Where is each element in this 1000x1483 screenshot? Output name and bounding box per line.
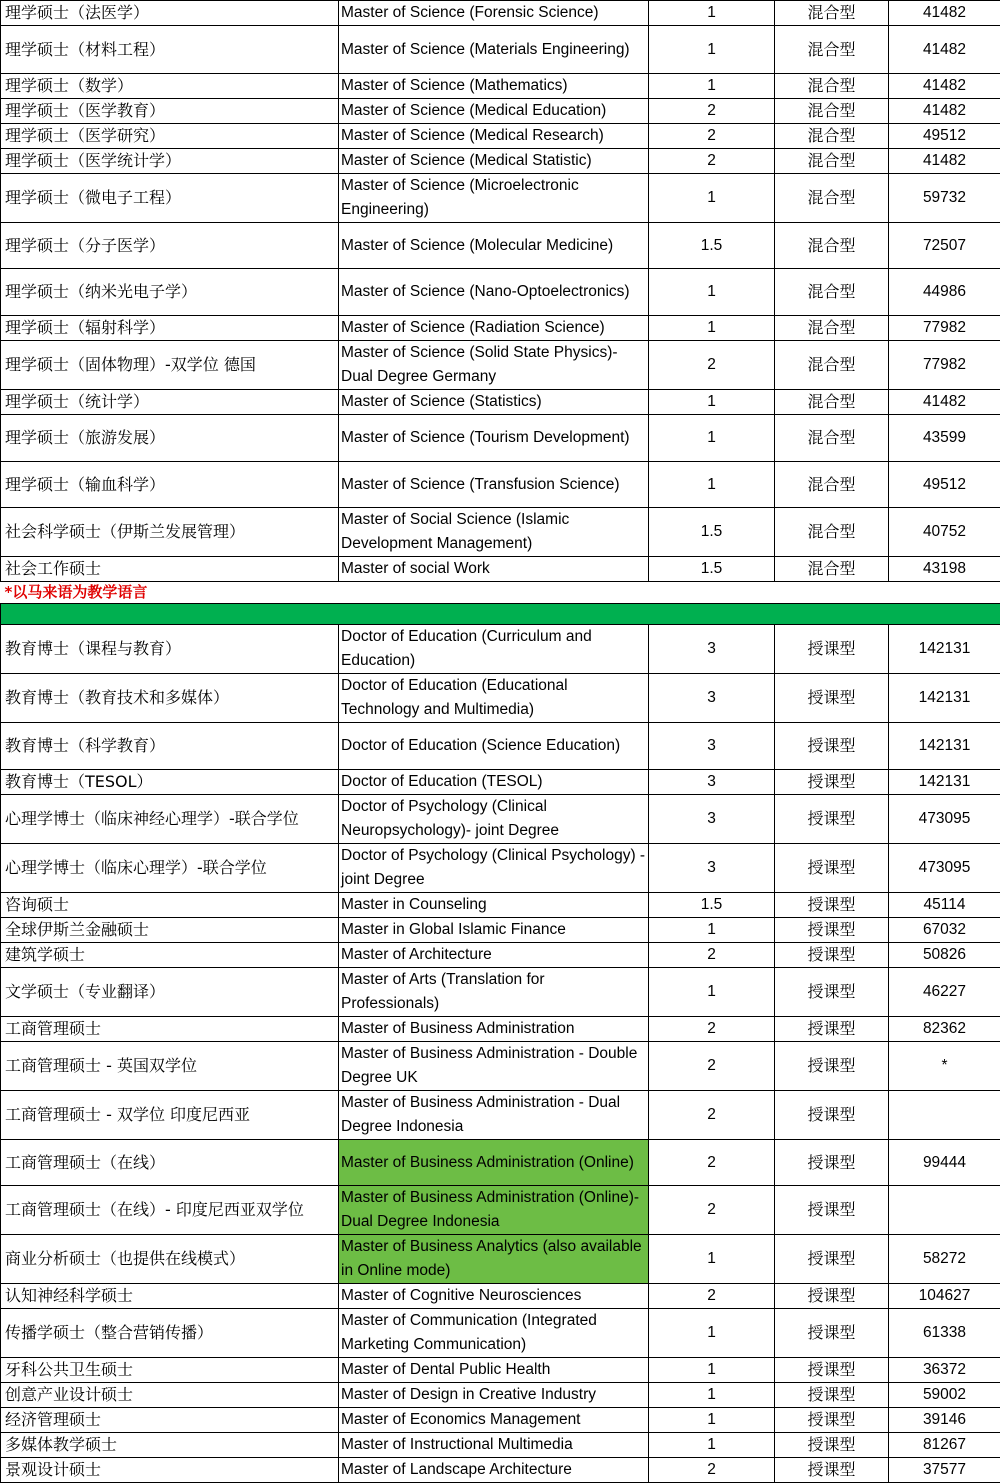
- programme-name-zh: 建筑学硕士: [1, 943, 339, 968]
- table-row: [1, 124, 1000, 149]
- programme-name-en: Master of Design in Creative Industry: [339, 1383, 649, 1408]
- table-row: [1, 1358, 1000, 1383]
- table-row: [1, 415, 1000, 462]
- programme-name-en: Master of Social Science (Islamic Development Management): [339, 508, 649, 557]
- table-row: [1, 943, 1000, 968]
- table-row: [1, 1433, 1000, 1458]
- programme-name-en: Master of Business Administration - Dual Degree Indonesia: [339, 1091, 649, 1140]
- table-row: [1, 674, 1000, 723]
- tuition-fee: 49512: [889, 124, 1000, 149]
- tuition-fee: 43599: [889, 415, 1000, 462]
- duration-years: 1: [649, 390, 775, 415]
- programme-name-zh: 理学硕士（纳米光电子学）: [1, 269, 339, 316]
- programme-name-zh: 理学硕士（材料工程）: [1, 26, 339, 74]
- programme-name-zh: 经济管理硕士: [1, 1408, 339, 1433]
- programme-name-en: Master of Science (Solid State Physics)-Dual Degree Germany: [339, 341, 649, 390]
- tuition-fee: 49512: [889, 462, 1000, 508]
- programme-name-zh: 工商管理硕士 - 英国双学位: [1, 1042, 339, 1091]
- programme-name-zh: 景观设计硕士: [1, 1458, 339, 1483]
- programme-name-en: Doctor of Education (TESOL): [339, 770, 649, 795]
- blended-programmes: [1, 1, 1000, 582]
- duration-years: 2: [649, 1091, 775, 1140]
- tuition-fee: 43198: [889, 557, 1000, 582]
- programme-name-zh: 理学硕士（法医学）: [1, 1, 339, 26]
- programme-name-en: Master of Landscape Architecture: [339, 1458, 649, 1483]
- programme-name-zh: 理学硕士（辐射科学）: [1, 316, 339, 341]
- programme-name-en: Master of Economics Management: [339, 1408, 649, 1433]
- duration-years: 3: [649, 723, 775, 770]
- duration-years: 1.5: [649, 557, 775, 582]
- programme-type: 混合型: [775, 508, 889, 557]
- table-row: [1, 893, 1000, 918]
- table-row: [1, 1017, 1000, 1042]
- duration-years: 1: [649, 174, 775, 223]
- programme-type: 授课型: [775, 674, 889, 723]
- table-row: [1, 74, 1000, 99]
- duration-years: 2: [649, 99, 775, 124]
- programme-type: 混合型: [775, 1, 889, 26]
- programme-type: 混合型: [775, 557, 889, 582]
- table-row: [1, 625, 1000, 674]
- table-row: [1, 1235, 1000, 1284]
- programme-name-zh: 理学硕士（统计学）: [1, 390, 339, 415]
- programme-name-en: Master of Business Administration: [339, 1017, 649, 1042]
- tuition-fee: 77982: [889, 341, 1000, 390]
- tuition-fee: [889, 1091, 1000, 1140]
- programme-name-en: Doctor of Education (Educational Technology and Multimedia): [339, 674, 649, 723]
- programme-name-zh: 多媒体教学硕士: [1, 1433, 339, 1458]
- malay-medium-note: *以马来语为教学语言: [1, 582, 1000, 604]
- programme-type: 授课型: [775, 1042, 889, 1091]
- programme-type: 授课型: [775, 1235, 889, 1284]
- duration-years: 1: [649, 1408, 775, 1433]
- tuition-fee: 45114: [889, 893, 1000, 918]
- duration-years: 1: [649, 1235, 775, 1284]
- programme-type: 混合型: [775, 341, 889, 390]
- programme-type: 混合型: [775, 415, 889, 462]
- tuition-fee: 72507: [889, 223, 1000, 269]
- duration-years: 3: [649, 844, 775, 893]
- programme-type: 授课型: [775, 943, 889, 968]
- programme-name-en: Master of Science (Medical Education): [339, 99, 649, 124]
- duration-years: 1: [649, 1358, 775, 1383]
- programme-type: 授课型: [775, 625, 889, 674]
- programme-type: 混合型: [775, 124, 889, 149]
- programme-type: 混合型: [775, 26, 889, 74]
- programme-name-en: Doctor of Education (Curriculum and Education): [339, 625, 649, 674]
- duration-years: 2: [649, 1017, 775, 1042]
- duration-years: 1: [649, 26, 775, 74]
- programme-name-zh: 工商管理硕士（在线）- 印度尼西亚双学位: [1, 1186, 339, 1235]
- duration-years: 1: [649, 415, 775, 462]
- table-row: [1, 1186, 1000, 1235]
- programme-name-zh: 心理学博士（临床心理学）-联合学位: [1, 844, 339, 893]
- programme-name-en: Master of Science (Mathematics): [339, 74, 649, 99]
- programme-type: 授课型: [775, 1140, 889, 1186]
- table-row: [1, 1140, 1000, 1186]
- tuition-fee: 142131: [889, 770, 1000, 795]
- tuition-fee: 36372: [889, 1358, 1000, 1383]
- table-row: [1, 1042, 1000, 1091]
- programme-name-zh: 理学硕士（医学研究）: [1, 124, 339, 149]
- table-row: [1, 26, 1000, 74]
- tuition-fee: 46227: [889, 968, 1000, 1017]
- programme-name-en: Master of Science (Materials Engineering): [339, 26, 649, 74]
- programme-type: 混合型: [775, 269, 889, 316]
- programme-name-zh: 商业分析硕士（也提供在线模式）: [1, 1235, 339, 1284]
- duration-years: 2: [649, 341, 775, 390]
- programme-name-zh: 心理学博士（临床神经心理学）-联合学位: [1, 795, 339, 844]
- programme-name-zh: 教育博士（科学教育）: [1, 723, 339, 770]
- programme-name-en: Doctor of Education (Science Education): [339, 723, 649, 770]
- programme-name-zh: 理学硕士（分子医学）: [1, 223, 339, 269]
- programme-name-en: Master of Science (Statistics): [339, 390, 649, 415]
- table-row: [1, 316, 1000, 341]
- programme-name-en: Master of Arts (Translation for Professionals): [339, 968, 649, 1017]
- programme-type: 授课型: [775, 723, 889, 770]
- programme-name-en: Master of Science (Medical Research): [339, 124, 649, 149]
- programme-type: 混合型: [775, 174, 889, 223]
- table-row: [1, 770, 1000, 795]
- tuition-fee: 473095: [889, 844, 1000, 893]
- table-row: [1, 1284, 1000, 1309]
- programme-name-zh: 牙科公共卫生硕士: [1, 1358, 339, 1383]
- duration-years: 1: [649, 269, 775, 316]
- tuition-fee: 58272: [889, 1235, 1000, 1284]
- programme-name-zh: 理学硕士（旅游发展）: [1, 415, 339, 462]
- table-row: [1, 1091, 1000, 1140]
- table-row: [1, 223, 1000, 269]
- tuition-fee: 473095: [889, 795, 1000, 844]
- tuition-fee: 59002: [889, 1383, 1000, 1408]
- programme-name-en: Doctor of Psychology (Clinical Neuropsychology)- joint Degree: [339, 795, 649, 844]
- tuition-fee: 41482: [889, 390, 1000, 415]
- tuition-fee: 104627: [889, 1284, 1000, 1309]
- table-row: [1, 1458, 1000, 1483]
- programme-name-zh: 全球伊斯兰金融硕士: [1, 918, 339, 943]
- duration-years: 1: [649, 1433, 775, 1458]
- programme-name-zh: 工商管理硕士（在线）: [1, 1140, 339, 1186]
- duration-years: 2: [649, 1042, 775, 1091]
- table-row: [1, 1, 1000, 26]
- coursework-programmes: [1, 625, 1000, 1483]
- programme-name-zh: 工商管理硕士 - 双学位 印度尼西亚: [1, 1091, 339, 1140]
- programme-name-en: Master in Global Islamic Finance: [339, 918, 649, 943]
- duration-years: 1.5: [649, 508, 775, 557]
- programme-name-en: Master of Communication (Integrated Marketing Communication): [339, 1309, 649, 1358]
- programme-name-en: Doctor of Psychology (Clinical Psychology) -joint Degree: [339, 844, 649, 893]
- programme-name-en: Master of Science (Transfusion Science): [339, 462, 649, 508]
- programme-name-en: Master of Science (Nano-Optoelectronics): [339, 269, 649, 316]
- duration-years: 2: [649, 1140, 775, 1186]
- tuition-fee: *: [889, 1042, 1000, 1091]
- programme-name-en: Master of Architecture: [339, 943, 649, 968]
- programme-name-zh: 理学硕士（输血科学）: [1, 462, 339, 508]
- programme-name-en: Master of Science (Forensic Science): [339, 1, 649, 26]
- programme-name-en: Master of Science (Molecular Medicine): [339, 223, 649, 269]
- tuition-fee: 142131: [889, 723, 1000, 770]
- programme-type: 混合型: [775, 99, 889, 124]
- programme-name-zh: 理学硕士（医学统计学）: [1, 149, 339, 174]
- programme-name-zh: 理学硕士（医学教育）: [1, 99, 339, 124]
- programme-name-en: Master in Counseling: [339, 893, 649, 918]
- duration-years: 1.5: [649, 893, 775, 918]
- tuition-fee: 41482: [889, 99, 1000, 124]
- table-row: [1, 795, 1000, 844]
- table-row: [1, 390, 1000, 415]
- duration-years: 1: [649, 316, 775, 341]
- programme-type: 授课型: [775, 1284, 889, 1309]
- programme-type: 授课型: [775, 1309, 889, 1358]
- table-row: [1, 723, 1000, 770]
- programme-type: 混合型: [775, 390, 889, 415]
- duration-years: 3: [649, 625, 775, 674]
- tuition-fee: 39146: [889, 1408, 1000, 1433]
- duration-years: 1: [649, 1, 775, 26]
- programme-type: 授课型: [775, 1358, 889, 1383]
- tuition-fee: 41482: [889, 26, 1000, 74]
- tuition-fee: [889, 1186, 1000, 1235]
- duration-years: 2: [649, 943, 775, 968]
- programme-name-zh: 社会工作硕士: [1, 557, 339, 582]
- programme-name-en: Master of Business Analytics (also available in Online mode): [339, 1235, 649, 1284]
- programme-type: 授课型: [775, 918, 889, 943]
- programme-name-en: Master of Science (Tourism Development): [339, 415, 649, 462]
- programme-name-zh: 理学硕士（微电子工程）: [1, 174, 339, 223]
- tuition-fee: 37577: [889, 1458, 1000, 1483]
- tuition-fee: 82362: [889, 1017, 1000, 1042]
- programme-type: 授课型: [775, 1433, 889, 1458]
- programme-type: 授课型: [775, 893, 889, 918]
- programme-name-en: Master of Dental Public Health: [339, 1358, 649, 1383]
- programme-type: 授课型: [775, 1186, 889, 1235]
- programme-type: 混合型: [775, 149, 889, 174]
- tuition-fee: 99444: [889, 1140, 1000, 1186]
- programme-type: 授课型: [775, 1408, 889, 1433]
- programme-name-en: Master of Business Administration - Double Degree UK: [339, 1042, 649, 1091]
- programme-name-zh: 教育博士（教育技术和多媒体）: [1, 674, 339, 723]
- programme-name-en: Master of Science (Medical Statistic): [339, 149, 649, 174]
- programme-type: 授课型: [775, 1017, 889, 1042]
- duration-years: 1: [649, 462, 775, 508]
- programme-name-zh: 理学硕士（数学）: [1, 74, 339, 99]
- table-row: [1, 557, 1000, 582]
- duration-years: 2: [649, 124, 775, 149]
- tuition-fee: 59732: [889, 174, 1000, 223]
- duration-years: 2: [649, 1284, 775, 1309]
- duration-years: 1: [649, 1383, 775, 1408]
- programme-name-en: Master of Science (Microelectronic Engineering): [339, 174, 649, 223]
- tuition-fee: 142131: [889, 625, 1000, 674]
- table-row: [1, 844, 1000, 893]
- programme-name-en: Master of Science (Radiation Science): [339, 316, 649, 341]
- section-divider: [1, 604, 1000, 625]
- programme-name-zh: 咨询硕士: [1, 893, 339, 918]
- duration-years: 1: [649, 1309, 775, 1358]
- programme-type: 授课型: [775, 844, 889, 893]
- programme-type: 混合型: [775, 74, 889, 99]
- duration-years: 1.5: [649, 223, 775, 269]
- tuition-fee: 41482: [889, 149, 1000, 174]
- table-row: [1, 1383, 1000, 1408]
- duration-years: 1: [649, 74, 775, 99]
- tuition-fee: 41482: [889, 74, 1000, 99]
- programme-name-en: Master of social Work: [339, 557, 649, 582]
- duration-years: 3: [649, 770, 775, 795]
- duration-years: 1: [649, 968, 775, 1017]
- table-row: [1, 968, 1000, 1017]
- table-row: [1, 174, 1000, 223]
- table-row: [1, 462, 1000, 508]
- programme-name-zh: 认知神经科学硕士: [1, 1284, 339, 1309]
- programme-name-zh: 传播学硕士（整合营销传播）: [1, 1309, 339, 1358]
- duration-years: 1: [649, 918, 775, 943]
- duration-years: 3: [649, 795, 775, 844]
- duration-years: 2: [649, 1458, 775, 1483]
- tuition-fee: 44986: [889, 269, 1000, 316]
- table-row: [1, 1309, 1000, 1358]
- table-row: [1, 341, 1000, 390]
- tuition-fee: 142131: [889, 674, 1000, 723]
- table-row: [1, 508, 1000, 557]
- programme-type: 授课型: [775, 968, 889, 1017]
- tuition-fee: 81267: [889, 1433, 1000, 1458]
- programme-name-en: Master of Cognitive Neurosciences: [339, 1284, 649, 1309]
- tuition-fee: 77982: [889, 316, 1000, 341]
- programme-name-en: Master of Instructional Multimedia: [339, 1433, 649, 1458]
- programme-type: 混合型: [775, 223, 889, 269]
- programme-type: 授课型: [775, 770, 889, 795]
- programme-name-zh: 创意产业设计硕士: [1, 1383, 339, 1408]
- programme-type: 授课型: [775, 1383, 889, 1408]
- programme-name-zh: 文学硕士（专业翻译）: [1, 968, 339, 1017]
- programme-type: 混合型: [775, 316, 889, 341]
- programme-type: 授课型: [775, 1091, 889, 1140]
- tuition-fee: 61338: [889, 1309, 1000, 1358]
- programme-type: 授课型: [775, 1458, 889, 1483]
- tuition-fee: 67032: [889, 918, 1000, 943]
- duration-years: 2: [649, 1186, 775, 1235]
- programme-name-zh: 社会科学硕士（伊斯兰发展管理）: [1, 508, 339, 557]
- programme-name-zh: 教育博士（课程与教育）: [1, 625, 339, 674]
- programme-name-en: Master of Business Administration (Online)- Dual Degree Indonesia: [339, 1186, 649, 1235]
- programme-type: 授课型: [775, 795, 889, 844]
- tuition-fee: 41482: [889, 1, 1000, 26]
- table-row: [1, 269, 1000, 316]
- duration-years: 2: [649, 149, 775, 174]
- programme-name-zh: 理学硕士（固体物理）-双学位 德国: [1, 341, 339, 390]
- programme-name-en: Master of Business Administration (Online): [339, 1140, 649, 1186]
- duration-years: 3: [649, 674, 775, 723]
- programme-name-zh: 教育博士（TESOL）: [1, 770, 339, 795]
- table-row: [1, 99, 1000, 124]
- tuition-fee: 50826: [889, 943, 1000, 968]
- programme-type: 混合型: [775, 462, 889, 508]
- table-row: [1, 149, 1000, 174]
- tuition-fee: 40752: [889, 508, 1000, 557]
- table-row: [1, 918, 1000, 943]
- table-row: [1, 1408, 1000, 1433]
- programme-name-zh: 工商管理硕士: [1, 1017, 339, 1042]
- note-row: [1, 582, 1000, 604]
